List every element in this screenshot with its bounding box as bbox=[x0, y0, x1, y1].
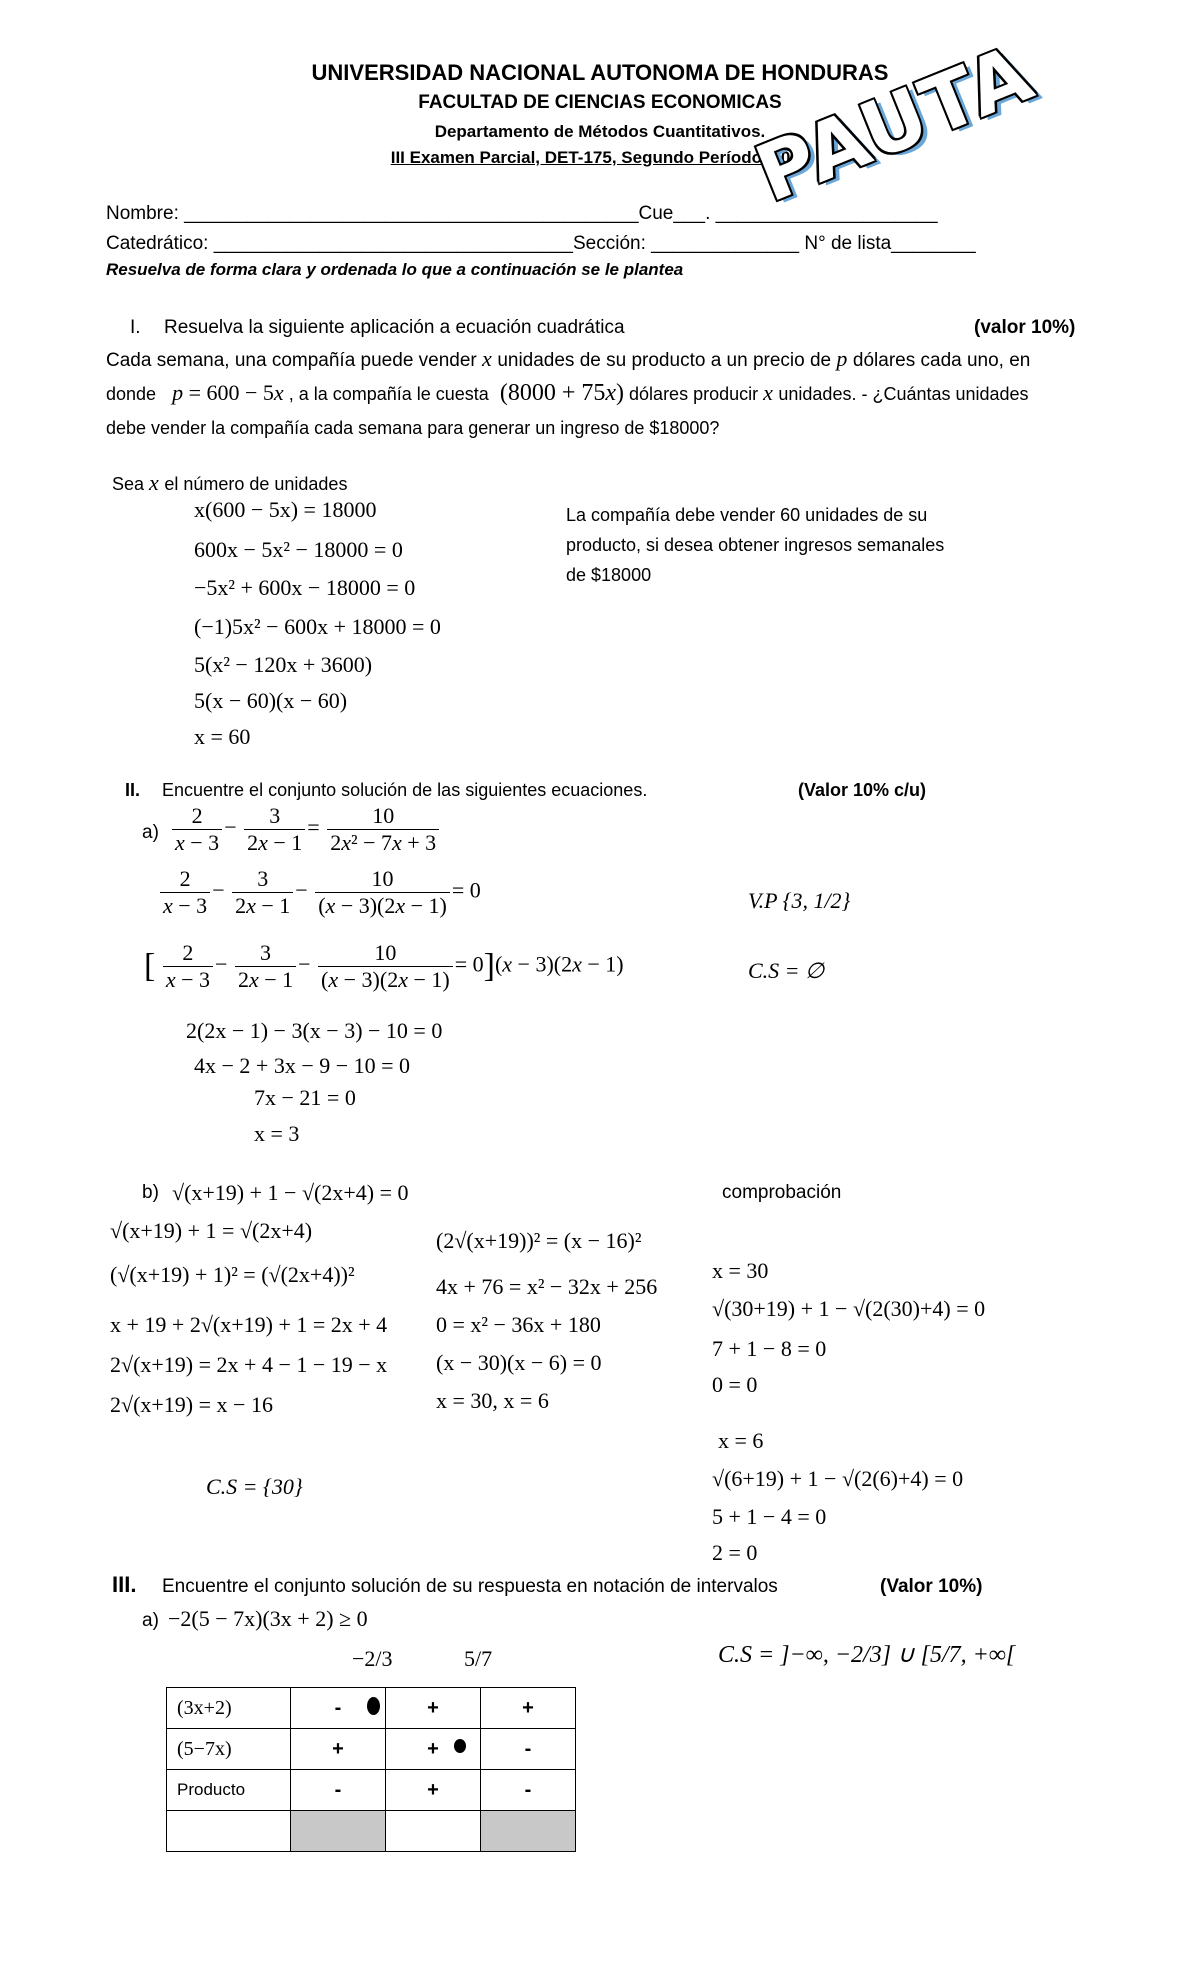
critical-point-2: 5/7 bbox=[464, 1646, 493, 1671]
section2-title: Encuentre el conjunto solución de las siguientes ecuaciones. bbox=[162, 780, 648, 800]
check-step: x = 6 bbox=[718, 1428, 764, 1453]
problem-text: donde bbox=[106, 384, 157, 404]
b-mid-step: 0 = x² − 36x + 180 bbox=[436, 1312, 601, 1337]
a-step: 4x − 2 + 3x − 9 − 10 = 0 bbox=[194, 1053, 411, 1078]
problem-line1: Cada semana, una compañía puede vender x unidades de su producto a un precio de p dólares cada uno, en bbox=[106, 346, 1031, 371]
university-title: UNIVERSIDAD NACIONAL AUTONOMA DE HONDURAS bbox=[311, 60, 889, 85]
section3-value: (Valor 10%) bbox=[880, 1576, 983, 1597]
b-mid-step: x = 30, x = 6 bbox=[436, 1388, 549, 1413]
empty-cell bbox=[386, 1811, 481, 1852]
check-step: √(6+19) + 1 − √(2(6)+4) = 0 bbox=[712, 1466, 964, 1491]
problem-text: unidades. - ¿Cuántas unidades bbox=[778, 384, 1029, 404]
sign-cell: - bbox=[481, 1770, 576, 1811]
critical-dot bbox=[454, 1739, 466, 1753]
sign-cell: + bbox=[386, 1770, 481, 1811]
b-left-step: x + 19 + 2√(x+19) + 1 = 2x + 4 bbox=[110, 1312, 388, 1337]
shaded-cell bbox=[481, 1811, 576, 1852]
b-left-step: 2√(x+19) = 2x + 4 − 1 − 19 − x bbox=[110, 1352, 388, 1377]
critical-point-1: −2/3 bbox=[352, 1646, 393, 1671]
s1-step: x = 60 bbox=[194, 724, 251, 749]
sign-cell: + bbox=[386, 1729, 481, 1770]
b-mid-step: 4x + 76 = x² − 32x + 256 bbox=[436, 1274, 658, 1299]
s1-step: 600x − 5x² − 18000 = 0 bbox=[194, 537, 403, 562]
shaded-cell bbox=[291, 1811, 386, 1852]
b-left-step: (√(x+19) + 1)² = (√(2x+4))² bbox=[110, 1262, 355, 1287]
a-step: 2(2x − 1) − 3(x − 3) − 10 = 0 bbox=[186, 1018, 443, 1043]
part-a3-label: a) bbox=[142, 1610, 159, 1631]
b-left-step: √(x+19) + 1 = √(2x+4) bbox=[110, 1218, 313, 1243]
shading-row bbox=[167, 1811, 576, 1852]
sign-cell: - bbox=[291, 1688, 386, 1729]
row-label: Producto bbox=[167, 1770, 291, 1811]
problem-text: unidades de su producto a un precio de bbox=[497, 350, 832, 371]
section1-numeral: I. bbox=[130, 317, 141, 338]
check-step: x = 30 bbox=[712, 1258, 769, 1283]
section2-numeral: II. bbox=[125, 780, 141, 800]
check-step: √(30+19) + 1 − √(2(30)+4) = 0 bbox=[712, 1296, 986, 1321]
part-a-label: a) bbox=[142, 822, 159, 843]
row-label: (5−7x) bbox=[167, 1729, 291, 1770]
section1-title: Resuelva la siguiente aplicación a ecuación cuadrática bbox=[164, 317, 625, 338]
let-text: el número de unidades bbox=[164, 474, 348, 494]
a-step: 7x − 21 = 0 bbox=[254, 1085, 356, 1110]
section2-value: (Valor 10% c/u) bbox=[798, 780, 927, 800]
cs-a: C.S = ∅ bbox=[748, 958, 825, 983]
sign-row bbox=[167, 1770, 576, 1811]
cs-interval: C.S = ]−∞, −2/3] ∪ [5/7, +∞[ bbox=[718, 1642, 1016, 1668]
problem-text: Cada semana, una compañía puede vender bbox=[106, 350, 477, 371]
sign-cell: - bbox=[291, 1770, 386, 1811]
equation-a-step1: $\frac{2}{x - 3}$ − $\frac{3}{2x - 1}$ − $\frac{10}{(x - 3)(2x - 1)}$ = 0 bbox=[158, 866, 481, 919]
vp-set: V.P {3, 1/2} bbox=[748, 888, 851, 913]
s1-answer: producto, si desea obtener ingresos semanales bbox=[566, 535, 945, 555]
problem-text: dólares cada uno, en bbox=[852, 350, 1031, 371]
exam-title: III Examen Parcial, DET-175, Segundo Período, 2022 bbox=[390, 148, 810, 167]
let-statement: Sea x el número de unidades bbox=[112, 470, 348, 495]
sign-cell: + bbox=[386, 1688, 481, 1729]
b-left-step: 2√(x+19) = x − 16 bbox=[110, 1392, 273, 1417]
comprobacion-label: comprobación bbox=[722, 1182, 842, 1203]
problem-text: dólares producir bbox=[629, 384, 759, 404]
b-mid-step: (x − 30)(x − 6) = 0 bbox=[436, 1350, 602, 1375]
problem-line3: debe vender la compañía cada semana para generar un ingreso de $18000? bbox=[106, 418, 720, 438]
s1-answer: de $18000 bbox=[566, 565, 652, 585]
equation-b: √(x+19) + 1 − √(2x+4) = 0 bbox=[172, 1180, 409, 1205]
s1-step: 5(x − 60)(x − 60) bbox=[194, 688, 348, 713]
s1-step: x(600 − 5x) = 18000 bbox=[194, 497, 377, 522]
empty-cell bbox=[167, 1811, 291, 1852]
s1-step: −5x² + 600x − 18000 = 0 bbox=[194, 575, 416, 600]
row-label: (3x+2) bbox=[167, 1688, 291, 1729]
sign-cell: + bbox=[291, 1729, 386, 1770]
sign-cell: - bbox=[481, 1729, 576, 1770]
equation-a-step2: [ $\frac{2}{x - 3}$ − $\frac{3}{2x - 1}$ − $\frac{10}{(x - 3)(2x - 1)}$ = 0](x − 3)(2x − 1) bbox=[144, 940, 624, 992]
department-title: Departamento de Métodos Cuantitativos. bbox=[434, 122, 766, 141]
s1-answer: La compañía debe vender 60 unidades de su bbox=[566, 505, 928, 525]
equation-a: $\frac{2}{x - 3}$ − $\frac{3}{2x - 1}$ = $\frac{10}{\text{2x² − 7x + 3}}$ bbox=[170, 803, 441, 856]
inequality: −2(5 − 7x)(3x + 2) ≥ 0 bbox=[168, 1606, 368, 1631]
name-line: Nombre: ___________________________________________Cue___. _____________________ bbox=[106, 203, 938, 224]
check-step: 2 = 0 bbox=[712, 1540, 758, 1565]
sign-row bbox=[167, 1729, 576, 1770]
teacher-line: Catedrático: __________________________________Sección: ______________ N° de lista________ bbox=[106, 233, 976, 254]
pauta-stamp: PAUTA bbox=[744, 28, 1046, 220]
b-mid-step: (2√(x+19))² = (x − 16)² bbox=[436, 1228, 642, 1253]
s1-step: 5(x² − 120x + 3600) bbox=[194, 652, 373, 677]
section1-value: (valor 10%) bbox=[974, 317, 1076, 338]
check-step: 7 + 1 − 8 = 0 bbox=[712, 1336, 827, 1361]
section3-title: Encuentre el conjunto solución de su respuesta en notación de intervalos bbox=[162, 1576, 778, 1597]
section3-numeral: III. bbox=[112, 1572, 137, 1597]
let-text: Sea bbox=[112, 474, 145, 494]
a-step: x = 3 bbox=[254, 1121, 300, 1146]
instruction: Resuelva de forma clara y ordenada lo que a continuación se le plantea bbox=[106, 260, 684, 279]
check-step: 0 = 0 bbox=[712, 1372, 758, 1397]
faculty-title: FACULTAD DE CIENCIAS ECONOMICAS bbox=[418, 92, 782, 113]
cs-b: C.S = {30} bbox=[206, 1474, 303, 1499]
sign-cell: + bbox=[481, 1688, 576, 1729]
critical-dot bbox=[367, 1697, 380, 1715]
part-b-label: b) bbox=[142, 1182, 159, 1203]
problem-line2: donde p = 600 − 5x , a la compañía le cuesta (8000 + 75x) dólares producir x unidades. - ¿Cuántas unidades bbox=[106, 380, 1029, 406]
problem-text: , a la compañía le cuesta bbox=[288, 384, 489, 404]
s1-step: (−1)5x² − 600x + 18000 = 0 bbox=[194, 614, 441, 639]
check-step: 5 + 1 − 4 = 0 bbox=[712, 1504, 827, 1529]
